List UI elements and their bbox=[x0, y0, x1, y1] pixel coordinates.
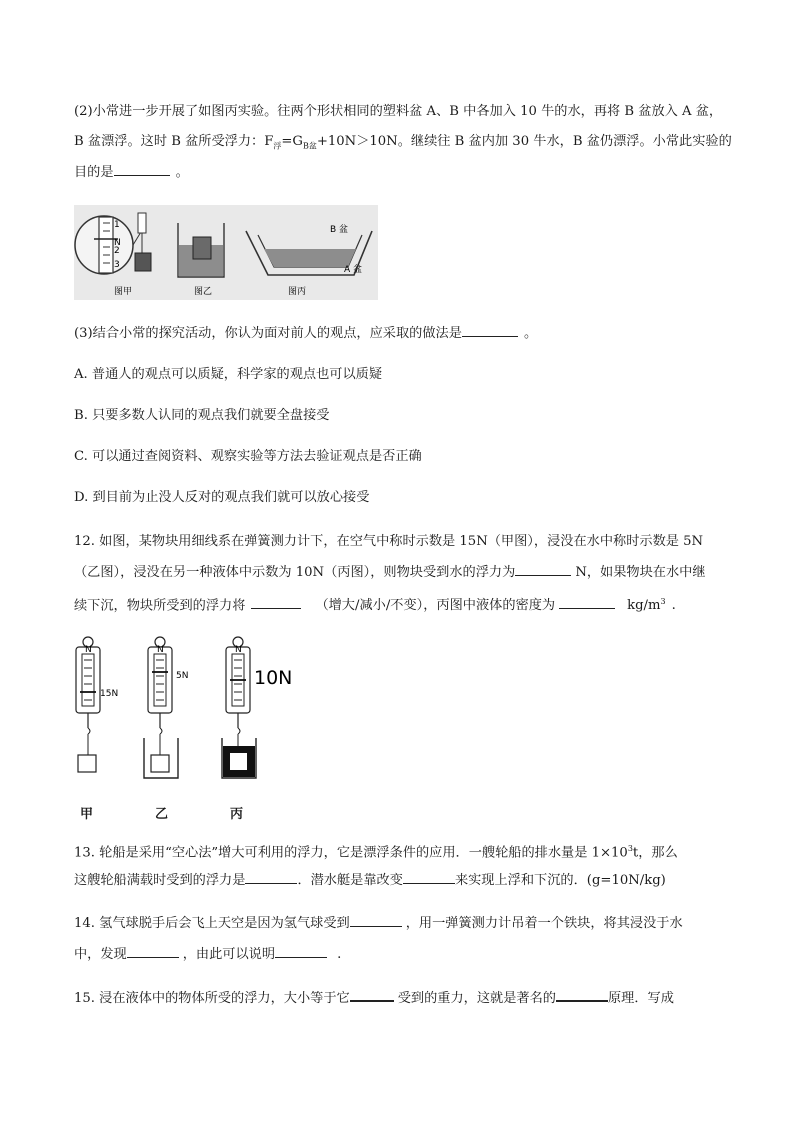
label-yi: 图乙 bbox=[194, 287, 213, 297]
answer-blank[interactable] bbox=[403, 871, 455, 884]
answer-blank[interactable] bbox=[251, 596, 301, 609]
buoyancy-figure-2 bbox=[60, 630, 320, 825]
answer-blank[interactable] bbox=[556, 988, 608, 1002]
answer-blank[interactable] bbox=[127, 945, 179, 958]
q11-part3-stem: (3)结合小常的探究活动，你认为面对前人的观点，应采取的做法是 。 bbox=[74, 326, 538, 341]
answer-blank[interactable] bbox=[462, 324, 518, 337]
scale-n-mark: N bbox=[85, 645, 92, 655]
answer-blank[interactable] bbox=[114, 163, 170, 176]
spring-scale-bing bbox=[222, 637, 292, 778]
scale-mark-3: 3 bbox=[114, 260, 120, 270]
option-d[interactable]: D. 到目前为止没人反对的观点我们就可以放心接受 bbox=[74, 490, 370, 505]
q12-line1: 12. 如图，某物块用细线系在弹簧测力计下，在空气中称时示数是 15N（甲图），浸没在水中称时示数是 5N bbox=[74, 534, 704, 549]
caption-yi: 乙 bbox=[155, 807, 169, 822]
answer-blank[interactable] bbox=[350, 988, 394, 1002]
scale-n-mark: N bbox=[235, 645, 242, 655]
scale-mark-2: 2 bbox=[114, 246, 120, 256]
scale-n-mark: N bbox=[157, 645, 164, 655]
caption-jia: 甲 bbox=[80, 807, 94, 822]
q11-part2-line2: B 盆漂浮。这时 B 盆所受浮力：$F_浮=G_{B盆}+10N>10N$。继续往 B 盆内加 30 牛水，B 盆仍漂浮。小常此实验的 bbox=[74, 134, 732, 151]
q12-line3: 续下沉，物块所受到的浮力将 （增大/减小/不变），丙图中液体的密度为 $kg/m^3$ . bbox=[74, 597, 676, 614]
q15-line1: 15. 浸在液体中的物体所受的浮力，大小等于它 受到的重力，这就是著名的 原理．写成 bbox=[74, 988, 674, 1008]
label-a-pen: A 盆 bbox=[344, 265, 363, 275]
option-b[interactable]: B. 只要多数人认同的观点我们就要全盘接受 bbox=[74, 408, 330, 423]
answer-blank[interactable] bbox=[559, 596, 615, 609]
reading-15n: 15N bbox=[100, 689, 119, 699]
q14-line1: 14. 氢气球脱手后会飞上天空是因为氢气球受到 ，用一弹簧测力计吊着一个铁块，将其浸没于水 bbox=[74, 916, 683, 931]
answer-blank[interactable] bbox=[350, 914, 402, 927]
scale-mark-n: N bbox=[114, 238, 121, 248]
answer-blank[interactable] bbox=[245, 871, 297, 884]
q11-part2-line1: (2)小常进一步开展了如图丙实验。往两个形状相同的塑料盆 A、B 中各加入 10 牛的水，再将 B 盆放入 A 盆， bbox=[74, 104, 723, 119]
q14-line2: 中，发现 ，由此可以说明 . bbox=[74, 947, 342, 962]
scale-mark-1: 1 bbox=[114, 220, 120, 230]
q11-part2-line3: 目的是 。 bbox=[74, 165, 189, 180]
label-b-pen: B 盆 bbox=[330, 225, 349, 235]
label-jia: 图甲 bbox=[114, 287, 133, 297]
q13-line1: 13. 轮船是采用“空心法”增大可利用的浮力，它是漂浮条件的应用．一艘轮船的排水量是 $1\times 10^3t$，那么 bbox=[74, 844, 678, 861]
reading-5n: 5N bbox=[176, 671, 189, 681]
spring-scale-jia bbox=[76, 637, 118, 772]
spring-scale-yi bbox=[144, 637, 188, 778]
q13-line2: 这艘轮船满载时受到的浮力是 ．潜水艇是靠改变 来实现上浮和下沉的．(g=10N/kg) bbox=[74, 873, 666, 888]
option-a[interactable]: A. 普通人的观点可以质疑，科学家的观点也可以质疑 bbox=[74, 367, 383, 382]
option-c[interactable]: C. 可以通过查阅资料、观察实验等方法去验证观点是否正确 bbox=[74, 449, 422, 464]
answer-blank[interactable] bbox=[515, 563, 571, 576]
answer-blank[interactable] bbox=[275, 945, 327, 958]
label-bing: 图丙 bbox=[288, 287, 307, 297]
buoyancy-figure-1 bbox=[74, 205, 378, 300]
reading-10n: 10N bbox=[254, 667, 293, 689]
caption-bing: 丙 bbox=[230, 807, 244, 822]
q12-line2: （乙图），浸没在另一种液体中示数为 10N（丙图），则物块受到水的浮力为 N，如果物块在水中继 bbox=[74, 565, 706, 580]
